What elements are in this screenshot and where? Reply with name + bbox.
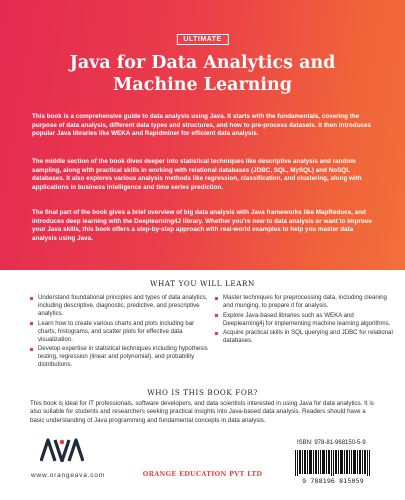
bullet-icon	[215, 297, 218, 300]
bullet-icon	[215, 314, 218, 317]
book-title	[0, 52, 405, 96]
isbn-label: ISBN: 978-81-968150-5-9	[297, 440, 366, 446]
publisher-name: ORANGE EDUCATION PVT LTD	[142, 470, 263, 478]
bullet-icon	[30, 297, 33, 300]
who-section-text: This book is ideal for IT professionals, software developers, and data scientists interested in using Java for data analytics. It is also suitable for students and researchers seeking practical insights into Java-based data analysis. Readers should have a basic understanding of Java programming and fundamental concepts in data analysis.	[30, 400, 374, 424]
learn-list-left	[30, 294, 208, 371]
bullet-icon	[30, 322, 33, 325]
list-item-text: Learn how to create various charts and plots including bar charts, histograms, and scatter plots for effective data visualization.	[38, 319, 195, 343]
list-item-text: Master techniques for preprocessing data, including cleaning and munging, to prepare it for analysis.	[223, 294, 387, 309]
barcode-digits: 9 788196 815059	[302, 477, 364, 485]
list-item-text: Understand foundational principles and types of data analytics, including descriptive, diagnostic, predictive, and prescriptive analytics.	[38, 294, 208, 317]
description-paragraph-3: The final part of the book gives a brief overview of big data analysis with Java frameworks like MapReduce, and introduces deep learning with the Deeplearning4J library. Whether you're new to data analysis or want to improve your Java skills, this book offers a step-by-step approach with real-world examples to help you master data analysis using Java.	[32, 209, 372, 242]
barcode-icon	[294, 450, 372, 476]
list-item-text: Explore Java-based libraries such as WEKA and Deeplearning4j for implementing machine learning algorithms.	[223, 311, 391, 327]
learn-list-right	[215, 294, 393, 347]
who-section-title: WHO IS THIS BOOK FOR?	[147, 388, 258, 397]
learn-section-title: WHAT YOU WILL LEARN	[150, 279, 255, 288]
bullet-icon	[215, 332, 218, 335]
list-item	[30, 294, 208, 318]
book-title-line-2: Machine Learning	[112, 75, 293, 95]
book-title-line-1: Java for Data Analytics and	[69, 53, 336, 73]
ava-logo-icon	[40, 438, 84, 462]
ultimate-badge: ULTIMATE	[176, 34, 228, 45]
bullet-icon	[30, 348, 33, 351]
list-item	[215, 312, 393, 328]
list-item	[215, 329, 393, 345]
description-paragraph-1: This book is a comprehensive guide to data analysis using Java. It starts with the fundamentals, covering the purpose of data analysis, different data types and structures, and how to pre-process datasets. It then introduces popular Java libraries like WEKA and Rapidminer for efficient data analysis.	[32, 113, 372, 138]
list-item-text: Acquire practical skills in SQL querying and JDBC for relational databases.	[223, 329, 393, 345]
list-item	[30, 345, 208, 369]
list-item	[215, 294, 393, 310]
list-item	[30, 320, 208, 344]
list-item-text: Develop expertise in statistical techniques including hypothesis testing, regression (linear and polynomial), and probability distributions.	[38, 345, 208, 369]
publisher-website: www.orangeava.com	[31, 472, 105, 479]
description-paragraph-2: The middle section of the book dives deeper into statistical techniques like descriptive analysis and random sampling, along with practical skills in working with relational databases (JDBC, SQL, MySQL) and NoSQL databases. It also explores various analysis methods like regression, classification, and clustering, along with applications in business intelligence and time series prediction.	[32, 158, 362, 191]
